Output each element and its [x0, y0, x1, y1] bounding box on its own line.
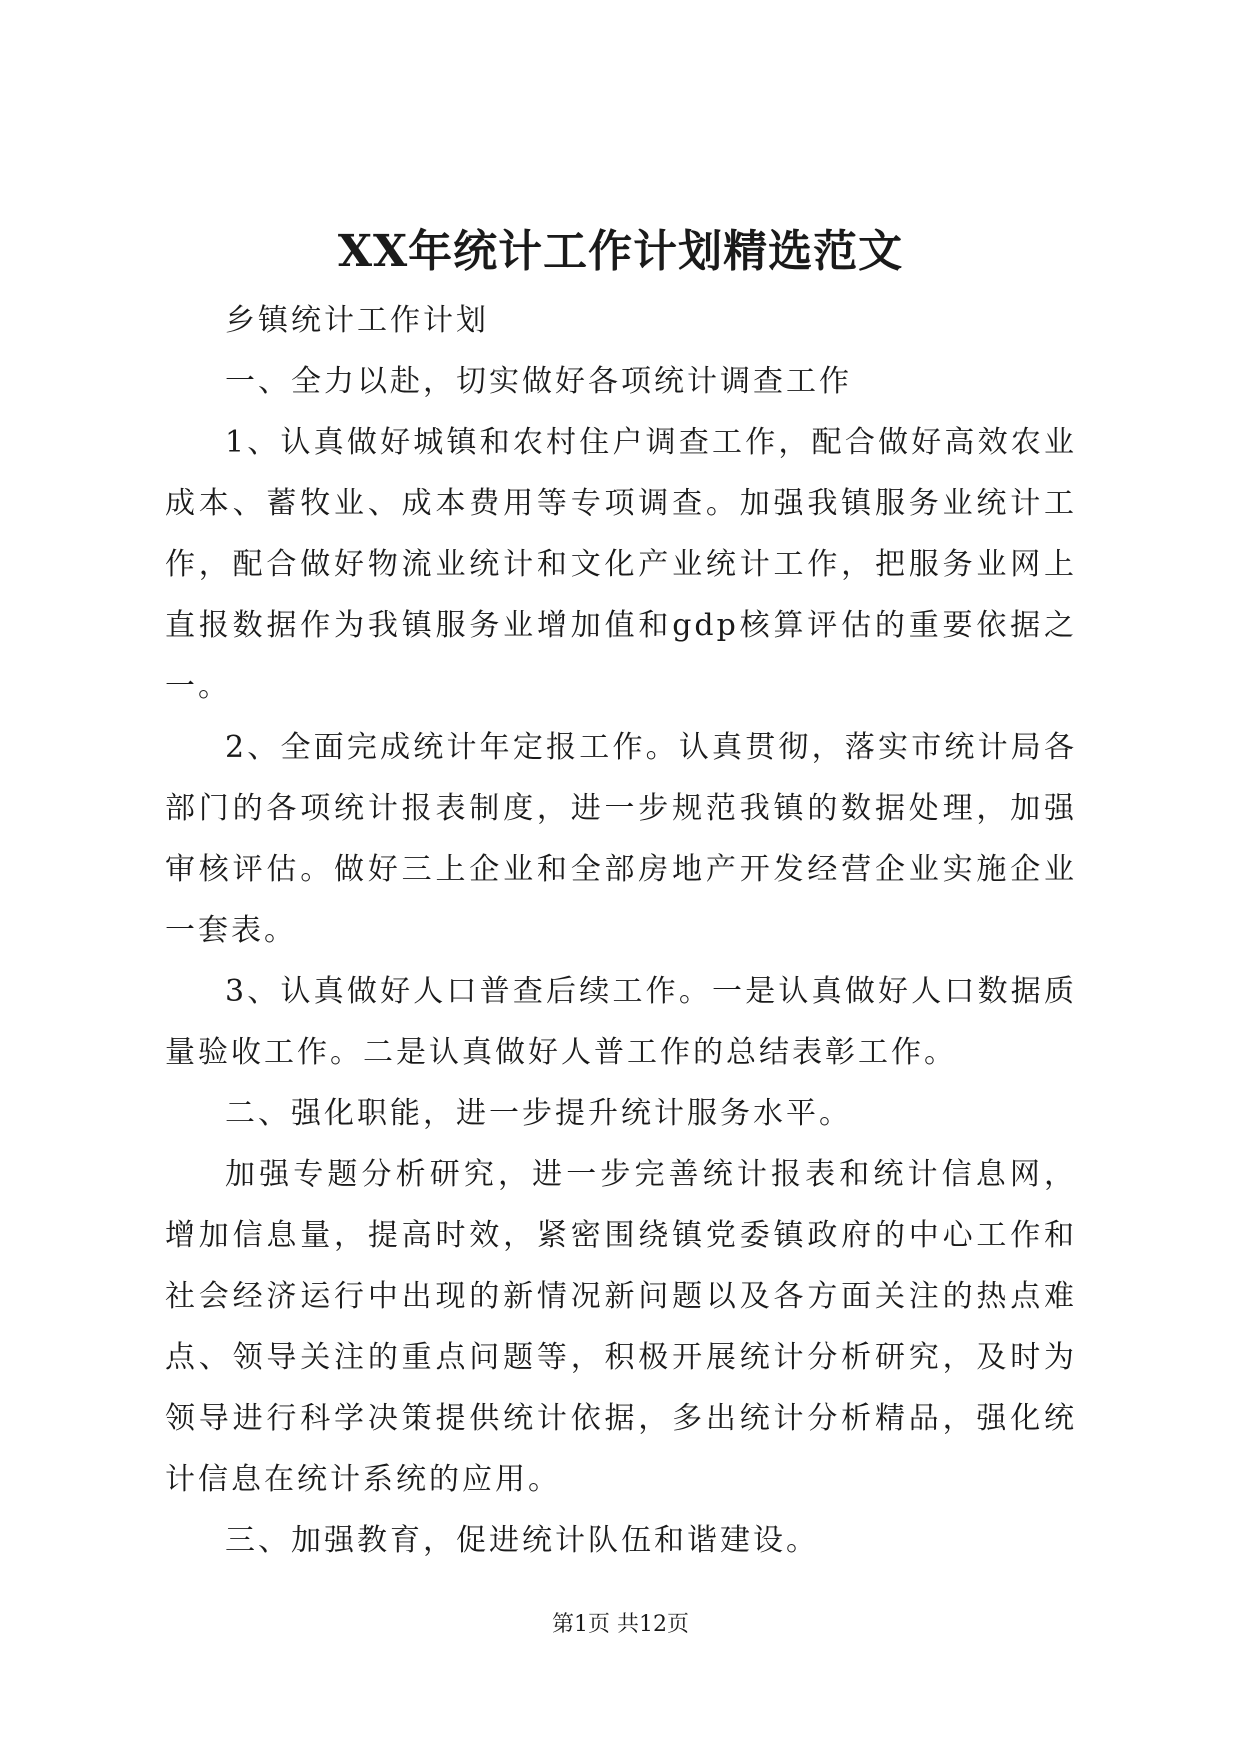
paragraph-section-3-heading: 三、加强教育，促进统计队伍和谐建设。: [225, 1523, 819, 1558]
paragraph-section-2-body: 加强专题分析研究，进一步完善统计报表和统计信息网，增加信息量，提高时效，紧密围绕镇党委镇政府的中心工作和社会经济运行中出现的新情况新问题以及各方面关注的热点难点、领导关注的重点问题等，积极开展统计分析研究，及时为领导进行科学决策提供统计依据，多出统计分析精品，强化统计信息在统计系统的应用。: [165, 1157, 1077, 1497]
document-body: [165, 290, 1077, 1571]
paragraph-subtitle: 乡镇统计工作计划: [225, 303, 489, 338]
paragraph-section-2-heading: 二、强化职能，进一步提升统计服务水平。: [225, 1096, 852, 1131]
document-title: XX年统计工作计划精选范文: [337, 226, 904, 277]
page-footer: [0, 1610, 1241, 1640]
paragraph-item-3: 3、认真做好人口普查后续工作。一是认真做好人口数据质量验收工作。二是认真做好人普工作的总结表彰工作。: [165, 974, 1077, 1070]
paragraph-section-1-heading: 一、全力以赴，切实做好各项统计调查工作: [225, 364, 852, 399]
paragraph-item-2: 2、全面完成统计年定报工作。认真贯彻，落实市统计局各部门的各项统计报表制度，进一步规范我镇的数据处理，加强审核评估。做好三上企业和全部房地产开发经营企业实施企业一套表。: [165, 730, 1077, 948]
paragraph-item-1: 1、认真做好城镇和农村住户调查工作，配合做好高效农业成本、蓄牧业、成本费用等专项调查。加强我镇服务业统计工作，配合做好物流业统计和文化产业统计工作，把服务业网上直报数据作为我镇服务业增加值和gdp核算评估的重要依据之一。: [165, 425, 1077, 704]
page-number-indicator: 第1页 共12页: [552, 1612, 689, 1637]
